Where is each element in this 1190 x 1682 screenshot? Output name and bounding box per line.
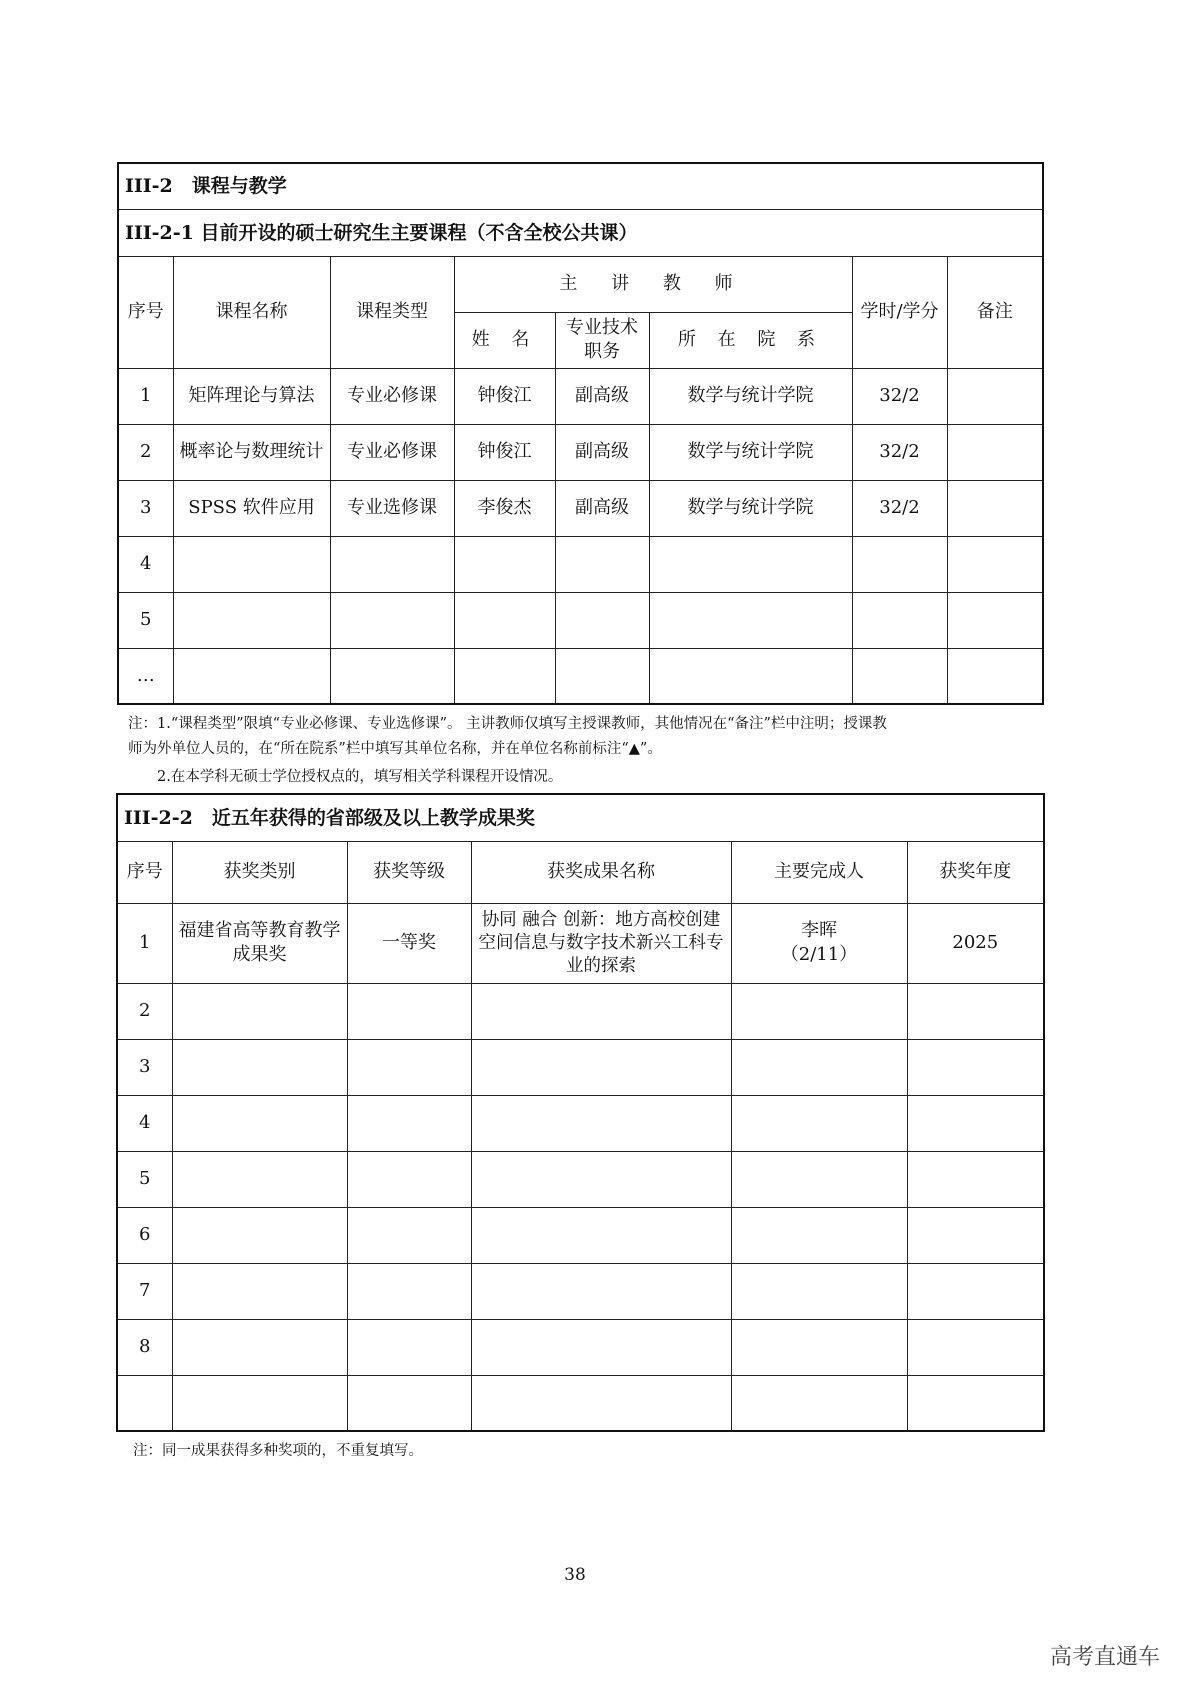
header-teacher-group: 主 讲 教 师 bbox=[454, 256, 852, 312]
award-name-cell: 协同 融合 创新：地方高校创建空间信息与数字技术新兴工科专业的探索 bbox=[471, 903, 731, 983]
header-course-type: 课程类型 bbox=[330, 256, 454, 368]
year-cell bbox=[907, 983, 1044, 1039]
seq-cell: 3 bbox=[118, 480, 173, 536]
header-course-name: 课程名称 bbox=[173, 256, 330, 368]
course-name-cell bbox=[173, 536, 330, 592]
remark-cell bbox=[947, 424, 1043, 480]
teacher-name-cell: 李俊杰 bbox=[454, 480, 555, 536]
header-hours: 学时/学分 bbox=[852, 256, 947, 368]
course-name-cell: 矩阵理论与算法 bbox=[173, 368, 330, 424]
seq-cell: 4 bbox=[118, 536, 173, 592]
remark-cell bbox=[947, 480, 1043, 536]
teacher-dept-cell bbox=[649, 536, 852, 592]
seq-cell: 5 bbox=[118, 592, 173, 648]
teacher-dept-cell: 数学与统计学院 bbox=[649, 424, 852, 480]
person-cell bbox=[731, 1375, 907, 1431]
header-teacher-name: 姓 名 bbox=[454, 312, 555, 368]
person-rank: （2/11） bbox=[780, 944, 858, 965]
awards-subtitle: III-2-2 近五年获得的省部级及以上教学成果奖 bbox=[117, 794, 1044, 841]
person-cell bbox=[731, 1095, 907, 1151]
watermark-text: 高考直通车 bbox=[1049, 1645, 1160, 1670]
header-year: 获奖年度 bbox=[907, 841, 1044, 903]
year-cell bbox=[907, 1319, 1044, 1375]
course-type-cell bbox=[330, 592, 454, 648]
seq-cell: 6 bbox=[117, 1207, 172, 1263]
level-cell bbox=[347, 983, 471, 1039]
person-cell bbox=[731, 1263, 907, 1319]
table-row bbox=[117, 1263, 1044, 1319]
year-cell bbox=[907, 1039, 1044, 1095]
header-award-name: 获奖成果名称 bbox=[471, 841, 731, 903]
awards-table bbox=[116, 793, 1045, 1432]
table-row bbox=[117, 1151, 1044, 1207]
category-cell bbox=[172, 1375, 347, 1431]
seq-cell: 2 bbox=[118, 424, 173, 480]
table-row bbox=[118, 424, 1043, 480]
level-cell bbox=[347, 1263, 471, 1319]
teacher-title-cell bbox=[555, 648, 649, 704]
hours-cell: 32/2 bbox=[852, 424, 947, 480]
seq-cell: 1 bbox=[117, 903, 172, 983]
year-cell bbox=[907, 1207, 1044, 1263]
teacher-name-cell bbox=[454, 536, 555, 592]
course-name-cell bbox=[173, 592, 330, 648]
teacher-title-cell bbox=[555, 592, 649, 648]
header-teacher-title: 专业技术职务 bbox=[555, 312, 649, 368]
category-cell bbox=[172, 983, 347, 1039]
teacher-dept-cell: 数学与统计学院 bbox=[649, 368, 852, 424]
award-name-cell bbox=[471, 1263, 731, 1319]
page-number: 38 bbox=[564, 1565, 586, 1585]
award-name-cell bbox=[471, 1039, 731, 1095]
seq-cell: 1 bbox=[118, 368, 173, 424]
award-name-cell bbox=[471, 1151, 731, 1207]
level-cell bbox=[347, 1375, 471, 1431]
category-cell bbox=[172, 1319, 347, 1375]
category-cell bbox=[172, 1207, 347, 1263]
hours-cell bbox=[852, 536, 947, 592]
year-cell: 2025 bbox=[907, 903, 1044, 983]
header-teacher-dept: 所 在 院 系 bbox=[649, 312, 852, 368]
table-row bbox=[117, 1207, 1044, 1263]
award-name-cell bbox=[471, 983, 731, 1039]
seq-cell bbox=[117, 1375, 172, 1431]
award-name-cell bbox=[471, 1207, 731, 1263]
level-cell bbox=[347, 1039, 471, 1095]
teacher-name-cell: 钟俊江 bbox=[454, 368, 555, 424]
seq-cell: 3 bbox=[117, 1039, 172, 1095]
course-name-cell: SPSS 软件应用 bbox=[173, 480, 330, 536]
hours-cell bbox=[852, 648, 947, 704]
award-name-cell bbox=[471, 1319, 731, 1375]
teacher-title-cell: 副高级 bbox=[555, 480, 649, 536]
category-cell bbox=[172, 1263, 347, 1319]
table-row bbox=[117, 1319, 1044, 1375]
seq-cell: … bbox=[118, 648, 173, 704]
header-seq: 序号 bbox=[117, 841, 172, 903]
hours-cell: 32/2 bbox=[852, 368, 947, 424]
courses-subtitle: III-2-1 目前开设的硕士研究生主要课程（不含全校公共课） bbox=[118, 209, 1043, 256]
award-name-cell bbox=[471, 1095, 731, 1151]
person-cell bbox=[731, 903, 907, 983]
level-cell bbox=[347, 1319, 471, 1375]
table-row bbox=[117, 903, 1044, 983]
person-cell bbox=[731, 983, 907, 1039]
courses-note-3: 2.在本学科无硕士学位授权点的，填写相关学科课程开设情况。 bbox=[157, 769, 563, 785]
seq-cell: 4 bbox=[117, 1095, 172, 1151]
category-cell bbox=[172, 1151, 347, 1207]
year-cell bbox=[907, 1375, 1044, 1431]
teacher-name-cell bbox=[454, 648, 555, 704]
section-title: III-2 课程与教学 bbox=[118, 163, 1043, 209]
person-name: 李晖 bbox=[801, 920, 837, 941]
header-category: 获奖类别 bbox=[172, 841, 347, 903]
table-row bbox=[118, 592, 1043, 648]
course-type-cell bbox=[330, 648, 454, 704]
seq-cell: 8 bbox=[117, 1319, 172, 1375]
table-row bbox=[118, 480, 1043, 536]
category-cell bbox=[172, 1095, 347, 1151]
seq-cell: 7 bbox=[117, 1263, 172, 1319]
hours-cell: 32/2 bbox=[852, 480, 947, 536]
award-name-cell bbox=[471, 1375, 731, 1431]
level-cell bbox=[347, 1207, 471, 1263]
table-row bbox=[117, 1375, 1044, 1431]
remark-cell bbox=[947, 536, 1043, 592]
table-row bbox=[117, 1039, 1044, 1095]
header-remark: 备注 bbox=[947, 256, 1043, 368]
course-name-cell: 概率论与数理统计 bbox=[173, 424, 330, 480]
course-type-cell: 专业必修课 bbox=[330, 424, 454, 480]
level-cell bbox=[347, 1151, 471, 1207]
level-cell: 一等奖 bbox=[347, 903, 471, 983]
course-type-cell: 专业选修课 bbox=[330, 480, 454, 536]
course-type-cell: 专业必修课 bbox=[330, 368, 454, 424]
category-cell: 福建省高等教育教学成果奖 bbox=[172, 903, 347, 983]
person-cell bbox=[731, 1039, 907, 1095]
category-cell bbox=[172, 1039, 347, 1095]
table-row bbox=[118, 648, 1043, 704]
table-row bbox=[118, 368, 1043, 424]
teacher-dept-cell: 数学与统计学院 bbox=[649, 480, 852, 536]
year-cell bbox=[907, 1095, 1044, 1151]
course-name-cell bbox=[173, 648, 330, 704]
courses-table bbox=[117, 162, 1044, 705]
table-row bbox=[117, 1095, 1044, 1151]
seq-cell: 2 bbox=[117, 983, 172, 1039]
year-cell bbox=[907, 1263, 1044, 1319]
table-row bbox=[117, 983, 1044, 1039]
remark-cell bbox=[947, 592, 1043, 648]
header-level: 获奖等级 bbox=[347, 841, 471, 903]
remark-cell bbox=[947, 368, 1043, 424]
person-cell bbox=[731, 1207, 907, 1263]
teacher-name-cell: 钟俊江 bbox=[454, 424, 555, 480]
table-row bbox=[118, 536, 1043, 592]
header-person: 主要完成人 bbox=[731, 841, 907, 903]
teacher-dept-cell bbox=[649, 648, 852, 704]
remark-cell bbox=[947, 648, 1043, 704]
year-cell bbox=[907, 1151, 1044, 1207]
teacher-title-cell bbox=[555, 536, 649, 592]
teacher-title-cell: 副高级 bbox=[555, 424, 649, 480]
seq-cell: 5 bbox=[117, 1151, 172, 1207]
teacher-name-cell bbox=[454, 592, 555, 648]
awards-note: 注：同一成果获得多种奖项的，不重复填写。 bbox=[133, 1443, 423, 1459]
person-cell bbox=[731, 1151, 907, 1207]
teacher-title-cell: 副高级 bbox=[555, 368, 649, 424]
teacher-dept-cell bbox=[649, 592, 852, 648]
courses-note-2: 师为外单位人员的，在“所在院系”栏中填写其单位名称，并在单位名称前标注“▲”。 bbox=[128, 741, 662, 757]
courses-note-1: 注：1.“课程类型”限填“专业必修课、专业选修课”。 主讲教师仅填写主授课教师，其他情况在“备注”栏中注明；授课教 bbox=[128, 716, 887, 732]
course-type-cell bbox=[330, 536, 454, 592]
hours-cell bbox=[852, 592, 947, 648]
header-seq: 序号 bbox=[118, 256, 173, 368]
level-cell bbox=[347, 1095, 471, 1151]
person-cell bbox=[731, 1319, 907, 1375]
